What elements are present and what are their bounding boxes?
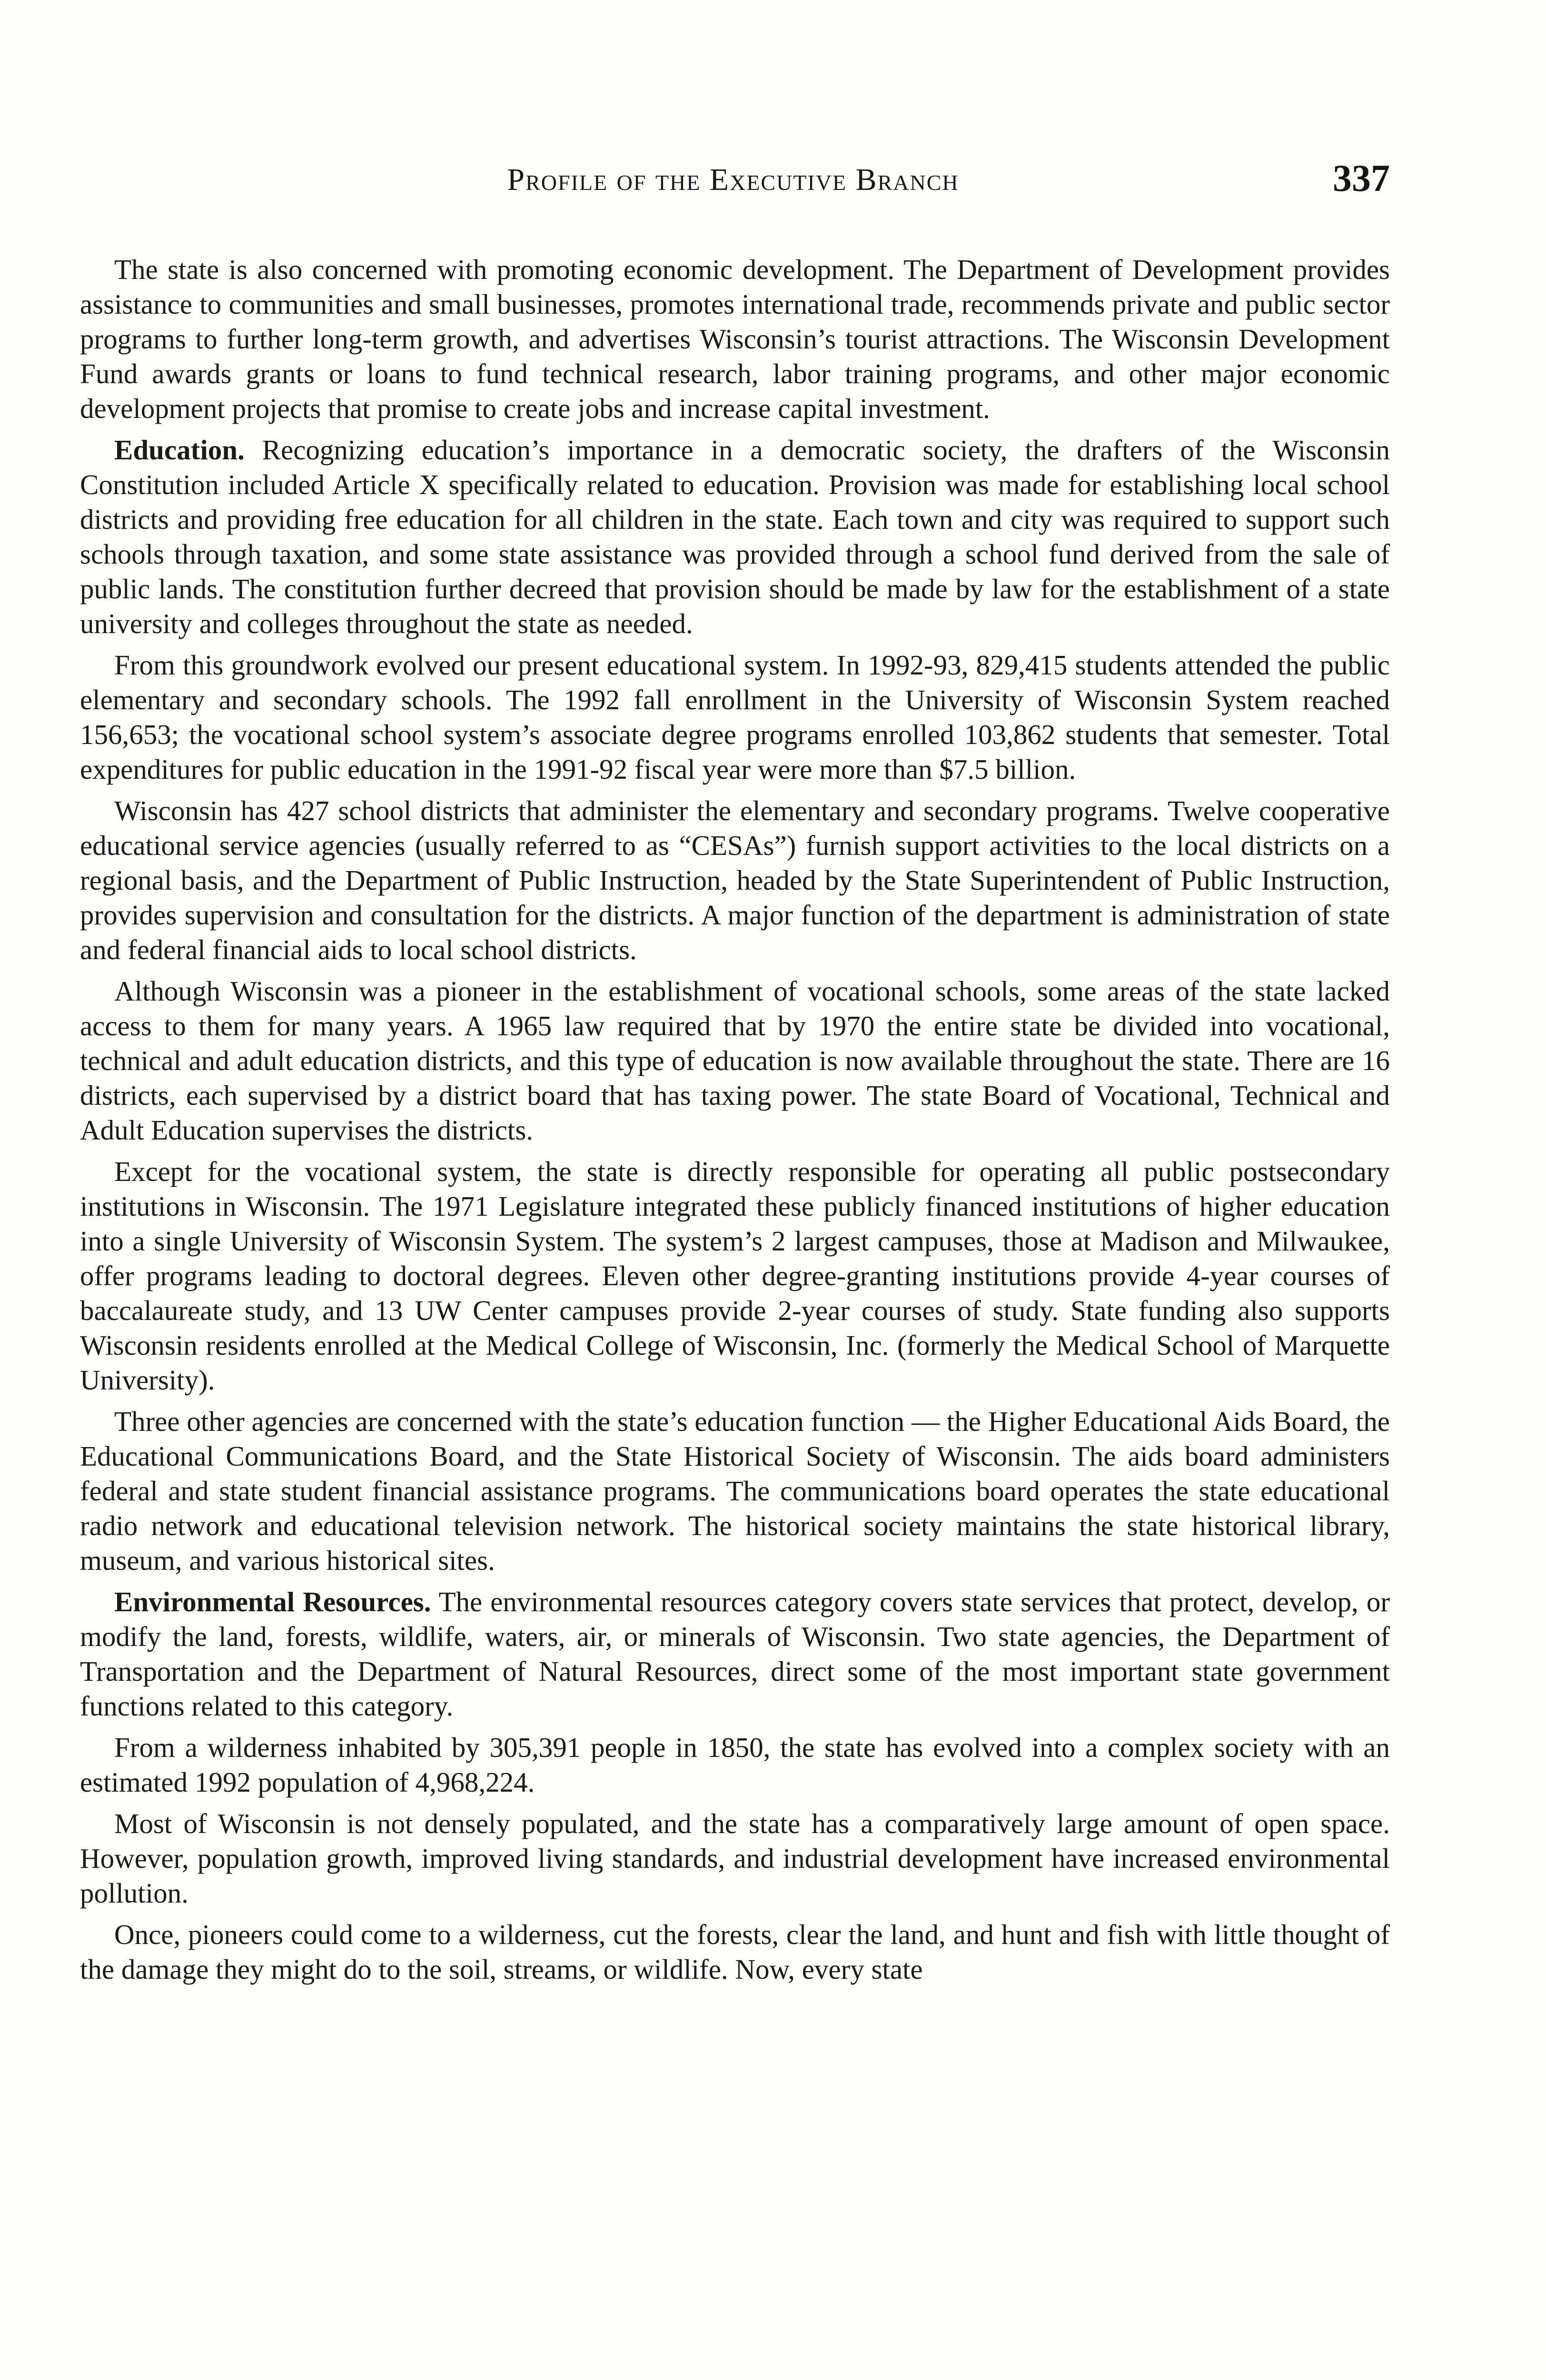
paragraph <box>80 1806 1390 1911</box>
paragraph-text: Once, pioneers could come to a wilderness, cut the forests, clear the land, and hunt and fish with little thought of the damage they might do to the soil, streams, or wildlife. Now, every state <box>80 1919 1390 1985</box>
paragraph-text: Three other agencies are concerned with the state’s education function — the Higher Educational Aids Board, the Educational Communications Board, and the State Historical Society of Wisconsin. The aids board administers federal and state student financial assistance programs. The communications board operates the state educational radio network and educational television network. The historical society maintains the state historical library, museum, and various historical sites. <box>80 1406 1390 1576</box>
paragraph <box>80 1154 1390 1398</box>
page-header <box>76 157 1390 209</box>
paragraph <box>80 1404 1390 1578</box>
paragraph-text: Wisconsin has 427 school districts that administer the elementary and secondary programs. Twelve cooperative educational service agencies (usually referred to as “CESAs”) furnish support activities to the local districts on a regional basis, and the Department of Public Instruction, headed by the State Superintendent of Public Instruction, provides supervision and consultation for the districts. A major function of the department is administration of state and federal financial aids to local school districts. <box>80 795 1390 965</box>
paragraph <box>80 1730 1390 1800</box>
paragraph <box>80 974 1390 1148</box>
paragraph <box>80 1585 1390 1724</box>
section-heading: Education. <box>114 434 245 466</box>
paragraph-text: From a wilderness inhabited by 305,391 people in 1850, the state has evolved into a complex society with an estimated 1992 population of 4,968,224. <box>80 1732 1390 1798</box>
paragraph-text: Recognizing education’s importance in a democratic society, the drafters of the Wisconsin Constitution included Article X specifically related to education. Provision was made for establishing local school districts and providing free education for all children in the state. Each town and city was required to support such schools through taxation, and some state assistance was provided through a school fund derived from the sale of public lands. The constitution further decreed that provision should be made by law for the establishment of a state university and colleges throughout the state as needed. <box>80 434 1390 639</box>
paragraph-text: Although Wisconsin was a pioneer in the establishment of vocational schools, some areas of the state lacked access to them for many years. A 1965 law required that by 1970 the entire state be divided into vocational, technical and adult education districts, and this type of education is now available throughout the state. There are 16 districts, each supervised by a district board that has taxing power. The state Board of Vocational, Technical and Adult Education supervises the districts. <box>80 975 1390 1146</box>
paragraph-text: The state is also concerned with promoting economic development. The Department of Development provides assistance to communities and small businesses, promotes international trade, recommends private and public sector programs to further long-term growth, and advertises Wisconsin’s tourist attractions. The Wisconsin Development Fund awards grants or loans to fund technical research, labor training programs, and other major economic development projects that promise to create jobs and increase capital investment. <box>80 254 1390 424</box>
paragraph-text: From this groundwork evolved our present educational system. In 1992-93, 829,415 students attended the public elementary and secondary schools. The 1992 fall enrollment in the University of Wisconsin System reached 156,653; the vocational school system’s associate degree programs enrolled 103,862 students that semester. Total expenditures for public education in the 1991-92 fiscal year were more than $7.5 billion. <box>80 649 1390 785</box>
paragraph <box>80 252 1390 426</box>
page-number: 337 <box>1333 158 1390 199</box>
paragraph <box>80 1917 1390 1987</box>
body-text <box>80 252 1390 1993</box>
paragraph-text: The environmental resources category covers state services that protect, develop, or modify the land, forests, wildlife, waters, air, or minerals of Wisconsin. Two state agencies, the Department of Transportation and the Department of Natural Resources, direct some of the most important state government functions related to this category. <box>80 1586 1390 1722</box>
section-heading: Environmental Resources. <box>114 1586 431 1617</box>
running-title: Profile of the Executive Branch <box>507 162 959 197</box>
paragraph <box>80 433 1390 641</box>
paragraph <box>80 648 1390 787</box>
paragraph <box>80 793 1390 967</box>
paragraph-text: Most of Wisconsin is not densely populated, and the state has a comparatively large amount of open space. However, population growth, improved living standards, and industrial development have increased environmental pollution. <box>80 1808 1390 1909</box>
paragraph-text: Except for the vocational system, the state is directly responsible for operating all public postsecondary institutions in Wisconsin. The 1971 Legislature integrated these publicly financed institutions of higher education into a single University of Wisconsin System. The system’s 2 largest campuses, those at Madison and Milwaukee, offer programs leading to doctoral degrees. Eleven other degree-granting institutions provide 4-year courses of baccalaureate study, and 13 UW Center campuses provide 2-year courses of study. State funding also supports Wisconsin residents enrolled at the Medical College of Wisconsin, Inc. (formerly the Medical School of Marquette University). <box>80 1156 1390 1396</box>
